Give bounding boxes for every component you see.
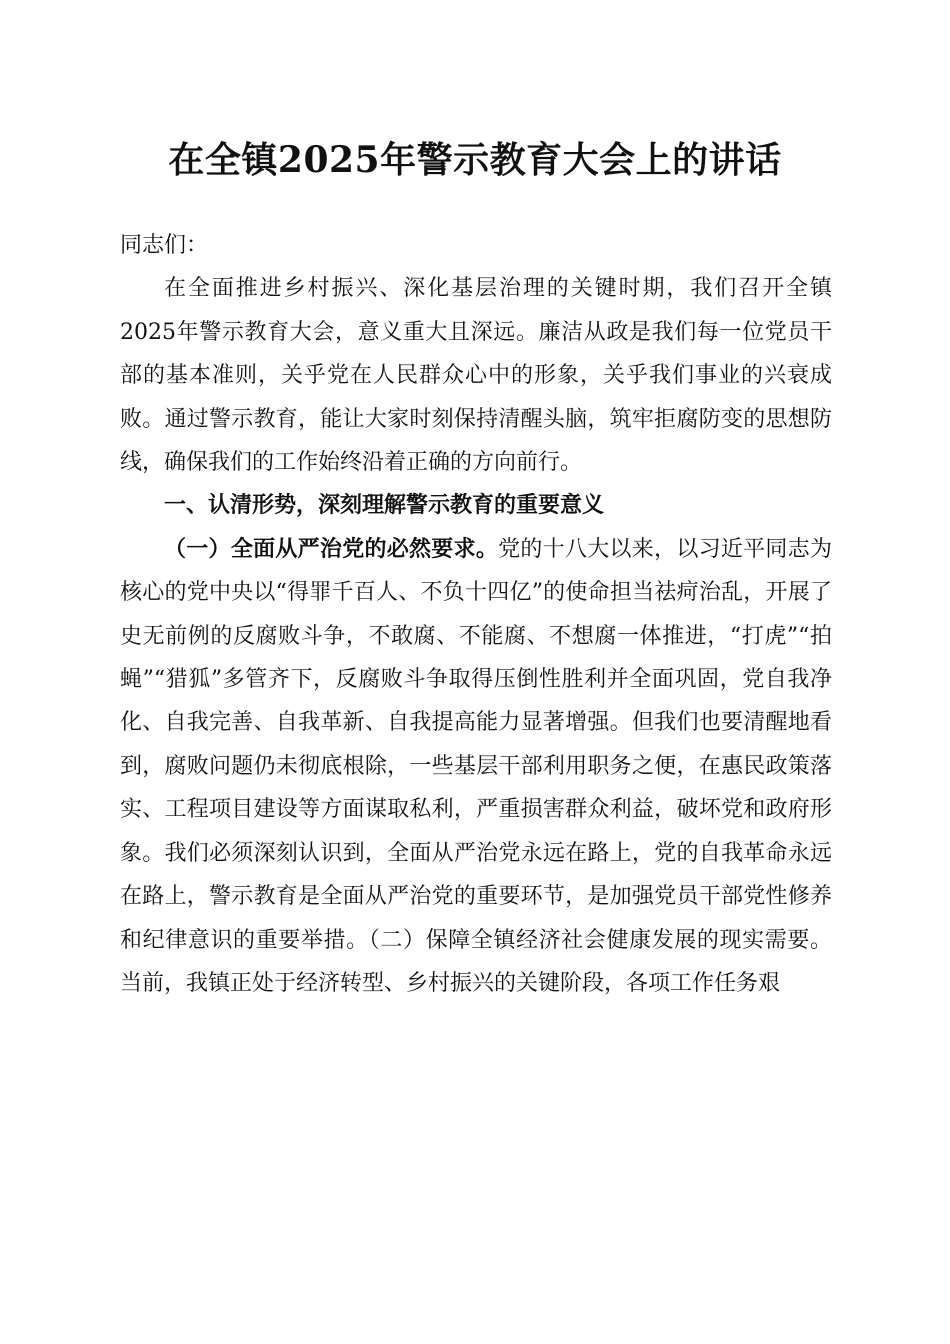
salutation: 同志们： bbox=[120, 233, 209, 258]
intro-paragraph: 在全面推进乡村振兴、深化基层治理的关键时期，我们召开全镇2025年警示教育大会，意义重大且深远。廉洁从政是我们每一位党员干部的基本准则，关乎党在人民群众心中的形象，关乎我们事业的兴衰成败。通过警示教育，能让大家时刻保持清醒头脑，筑牢拒腐防变的思想防线，确保我们的工作始终沿着正确的方向前行。 bbox=[120, 276, 832, 476]
subsection-1-label: （一）全面从严治党的必然要求。 bbox=[164, 536, 499, 562]
subsection-2-text: （二）保障全镇经济社会健康发展的现实需要。当前，我镇正处于经济转型、乡村振兴的关键阶段，各项工作任务艰 bbox=[120, 927, 832, 996]
document-body bbox=[120, 224, 832, 1005]
subsection-1-text: 党的十八大以来，以习近平同志为核心的党中央以“得罪千百人、不负十四亿”的使命担当祛疴治乱，开展了史无前例的反腐败斗争，不敢腐、不能腐、不想腐一体推进，“打虎”“拍蝇”“猎狐”多管齐下，反腐败斗争取得压倒性胜利并全面巩固，党自我净化、自我完善、自我革新、自我提高能力显著增强。但我们也要清醒地看到，腐败问题仍未彻底根除，一些基层干部利用职务之便，在惠民政策落实、工程项目建设等方面谋取私利，严重损害群众利益，破坏党和政府形象。我们必须深刻认识到，全面从严治党永远在路上，党的自我革命永远在路上，警示教育是全面从严治党的重要环节，是加强党员干部党性修养和纪律意识的重要举措。 bbox=[120, 536, 832, 953]
section-1-paragraph bbox=[120, 528, 832, 1005]
section-1-heading: 一、认清形势，深刻理解警示教育的重要意义 bbox=[164, 493, 605, 519]
document-title: 在全镇2025年警示教育大会上的讲话 bbox=[168, 139, 782, 181]
